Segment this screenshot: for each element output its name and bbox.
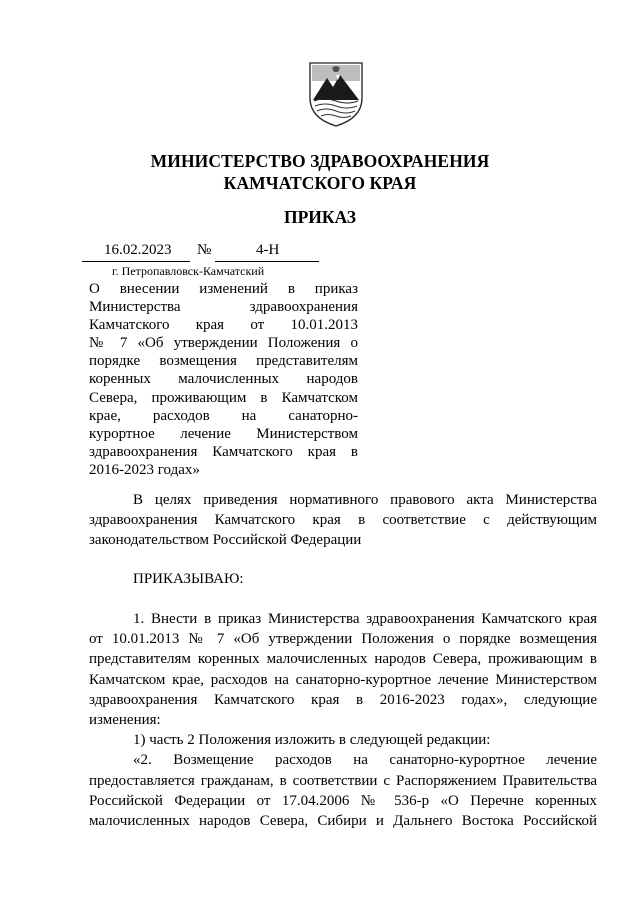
subject-line: Камчатского края от 10.01.2013 [89, 317, 358, 334]
subject-line: коренных малочисленных народов [89, 371, 358, 388]
order-directive [89, 569, 597, 589]
clause-line: здравоохранения Камчатского края в 2016-2023 годах», следующие [89, 691, 597, 708]
clause-line: Российской Федерации от 17.04.2006 № 536-р «О Перечне коренных [89, 792, 597, 809]
subject-line: 2016-2023 годах» [89, 461, 200, 478]
ministry-name-line1: МИНИСТЕРСТВО ЗДРАВООХРАНЕНИЯ [150, 151, 490, 171]
subject-line: Министерства здравоохранения [89, 299, 358, 316]
clause-line: малочисленных народов Севера, Сибири и Дальнего Востока Российской [89, 813, 597, 830]
order-subject [89, 280, 358, 479]
number-sign: № [197, 242, 212, 258]
subject-line: здравоохранения Камчатского края в [89, 443, 358, 460]
clause-line: изменения: [89, 712, 161, 729]
clause-line: Камчатском крае, расходов на санаторно-курортное лечение Министерством [89, 671, 597, 688]
clause-line: 1) часть 2 Положения изложить в следующей редакции: [133, 732, 491, 749]
number-underline [215, 261, 319, 262]
preamble-line: законодательством Российской Федерации [89, 532, 362, 549]
order-city: г. Петропавловск-Камчатский [112, 264, 265, 278]
ministry-name-line2: КАМЧАТСКОГО КРАЯ [223, 173, 417, 193]
subject-line: Севера, проживающим в Камчатском [89, 389, 358, 406]
kamchatka-emblem-icon [306, 60, 366, 128]
preamble-paragraph [89, 490, 597, 551]
preamble-line: здравоохранения Камчатского края в соответствие с действующим [89, 512, 597, 529]
clause-1 [89, 609, 597, 831]
subject-line: № 7 «Об утверждении Положения о [89, 335, 358, 352]
clause-line: 1. Внести в приказ Министерства здравоохранения Камчатского края [133, 611, 597, 627]
subject-line: курортное лечение Министерством [89, 425, 358, 442]
order-date: 16.02.2023 [104, 242, 172, 258]
subject-line: порядке возмещения представителям [89, 353, 358, 370]
clause-line: предоставляется гражданам, в соответствии с Распоряжением Правительства [89, 772, 597, 789]
date-underline [82, 261, 190, 262]
subject-line: крае, расходов на санаторно- [89, 407, 358, 424]
preamble-line: В целях приведения нормативного правового акта Министерства [133, 492, 597, 508]
clause-line: от 10.01.2013 № 7 «Об утверждении Положения о порядке возмещения [89, 631, 597, 648]
directive-word: ПРИКАЗЫВАЮ: [133, 571, 244, 587]
subject-line: О внесении изменений в приказ [89, 281, 358, 297]
order-title: ПРИКАЗ [283, 207, 357, 227]
order-number: 4-Н [256, 242, 280, 258]
clause-line: «2. Возмещение расходов на санаторно-курортное лечение [133, 752, 597, 769]
clause-line: представителям коренных малочисленных народов Севера, проживающим в [89, 651, 597, 668]
